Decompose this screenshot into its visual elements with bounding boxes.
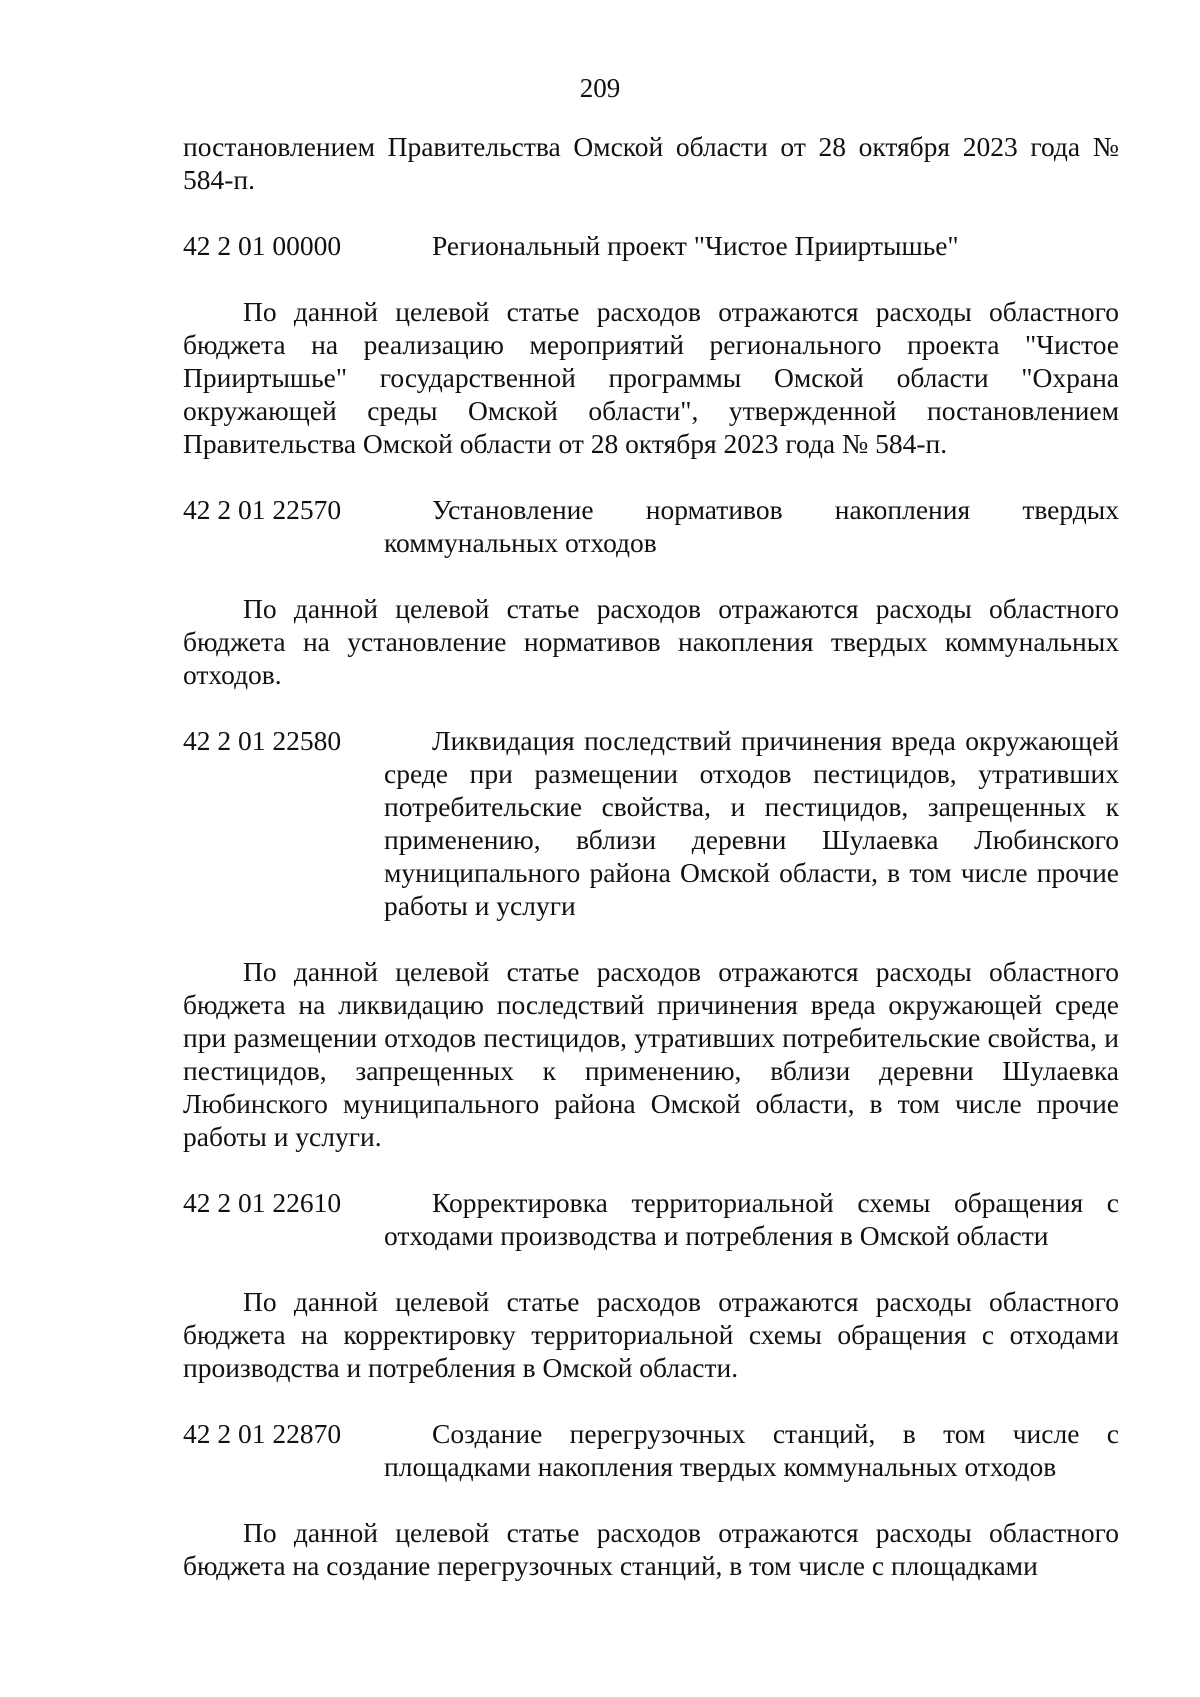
spacer <box>183 460 1119 493</box>
entry-code: 42 2 01 22610 <box>183 1187 342 1218</box>
entry-title: Создание перегрузочных станций, в том числе с площадками накопления твердых коммунальных отходов <box>384 1418 1119 1482</box>
spacer <box>183 691 1119 724</box>
entry-code: 42 2 01 22870 <box>183 1418 342 1449</box>
budget-entry <box>183 229 1119 262</box>
spacer <box>183 1153 1119 1186</box>
spacer <box>183 1483 1119 1516</box>
entry-title: Корректировка территориальной схемы обращения с отходами производства и потребления в Омской области <box>384 1187 1119 1251</box>
budget-entry <box>183 724 1119 922</box>
entry-code: 42 2 01 22580 <box>183 725 342 756</box>
paragraph: По данной целевой статье расходов отражаются расходы областного бюджета на ликвидацию последствий причинения вреда окружающей среде при размещении отходов пестицидов, утративших потребительские свойства, и пестицидов, запрещенных к применению, вблизи деревни Шулаевка Любинского муниципального района Омской области, в том числе прочие работы и услуги. <box>183 956 1119 1152</box>
spacer <box>183 922 1119 955</box>
page-number: 209 <box>579 73 621 103</box>
budget-entry <box>183 1186 1119 1252</box>
document-body <box>183 130 1119 1582</box>
entry-title: Ликвидация последствий причинения вреда окружающей среде при размещении отходов пестицидов, утративших потребительские свойства, и пестицидов, запрещенных к применению, вблизи деревни Шулаевка Любинского муниципального района Омской области, в том числе прочие работы и услуги <box>384 725 1119 921</box>
budget-entry <box>183 1417 1119 1483</box>
budget-entry <box>183 493 1119 559</box>
entry-code: 42 2 01 00000 <box>183 230 342 261</box>
paragraph: По данной целевой статье расходов отражаются расходы областного бюджета на реализацию мероприятий регионального проекта "Чистое Прииртышье" государственной программы Омской области "Охрана окружающей среды Омской области", утвержденной постановлением Правительства Омской области от 28 октября 2023 года № 584-п. <box>183 296 1119 459</box>
entry-title: Установление нормативов накопления твердых коммунальных отходов <box>384 494 1119 558</box>
paragraph: По данной целевой статье расходов отражаются расходы областного бюджета на корректировку территориальной схемы обращения с отходами производства и потребления в Омской области. <box>183 1286 1119 1383</box>
paragraph: По данной целевой статье расходов отражаются расходы областного бюджета на установление нормативов накопления твердых коммунальных отходов. <box>183 593 1119 690</box>
entry-code: 42 2 01 22570 <box>183 494 342 525</box>
spacer <box>183 196 1119 229</box>
paragraph: По данной целевой статье расходов отражаются расходы областного бюджета на создание перегрузочных станций, в том числе с площадками <box>183 1517 1119 1581</box>
spacer <box>183 262 1119 295</box>
spacer <box>183 1384 1119 1417</box>
entry-title: Региональный проект "Чистое Прииртышье" <box>432 230 959 261</box>
paragraph: постановлением Правительства Омской области от 28 октября 2023 года № 584-п. <box>183 131 1119 195</box>
spacer <box>183 1252 1119 1285</box>
spacer <box>183 559 1119 592</box>
